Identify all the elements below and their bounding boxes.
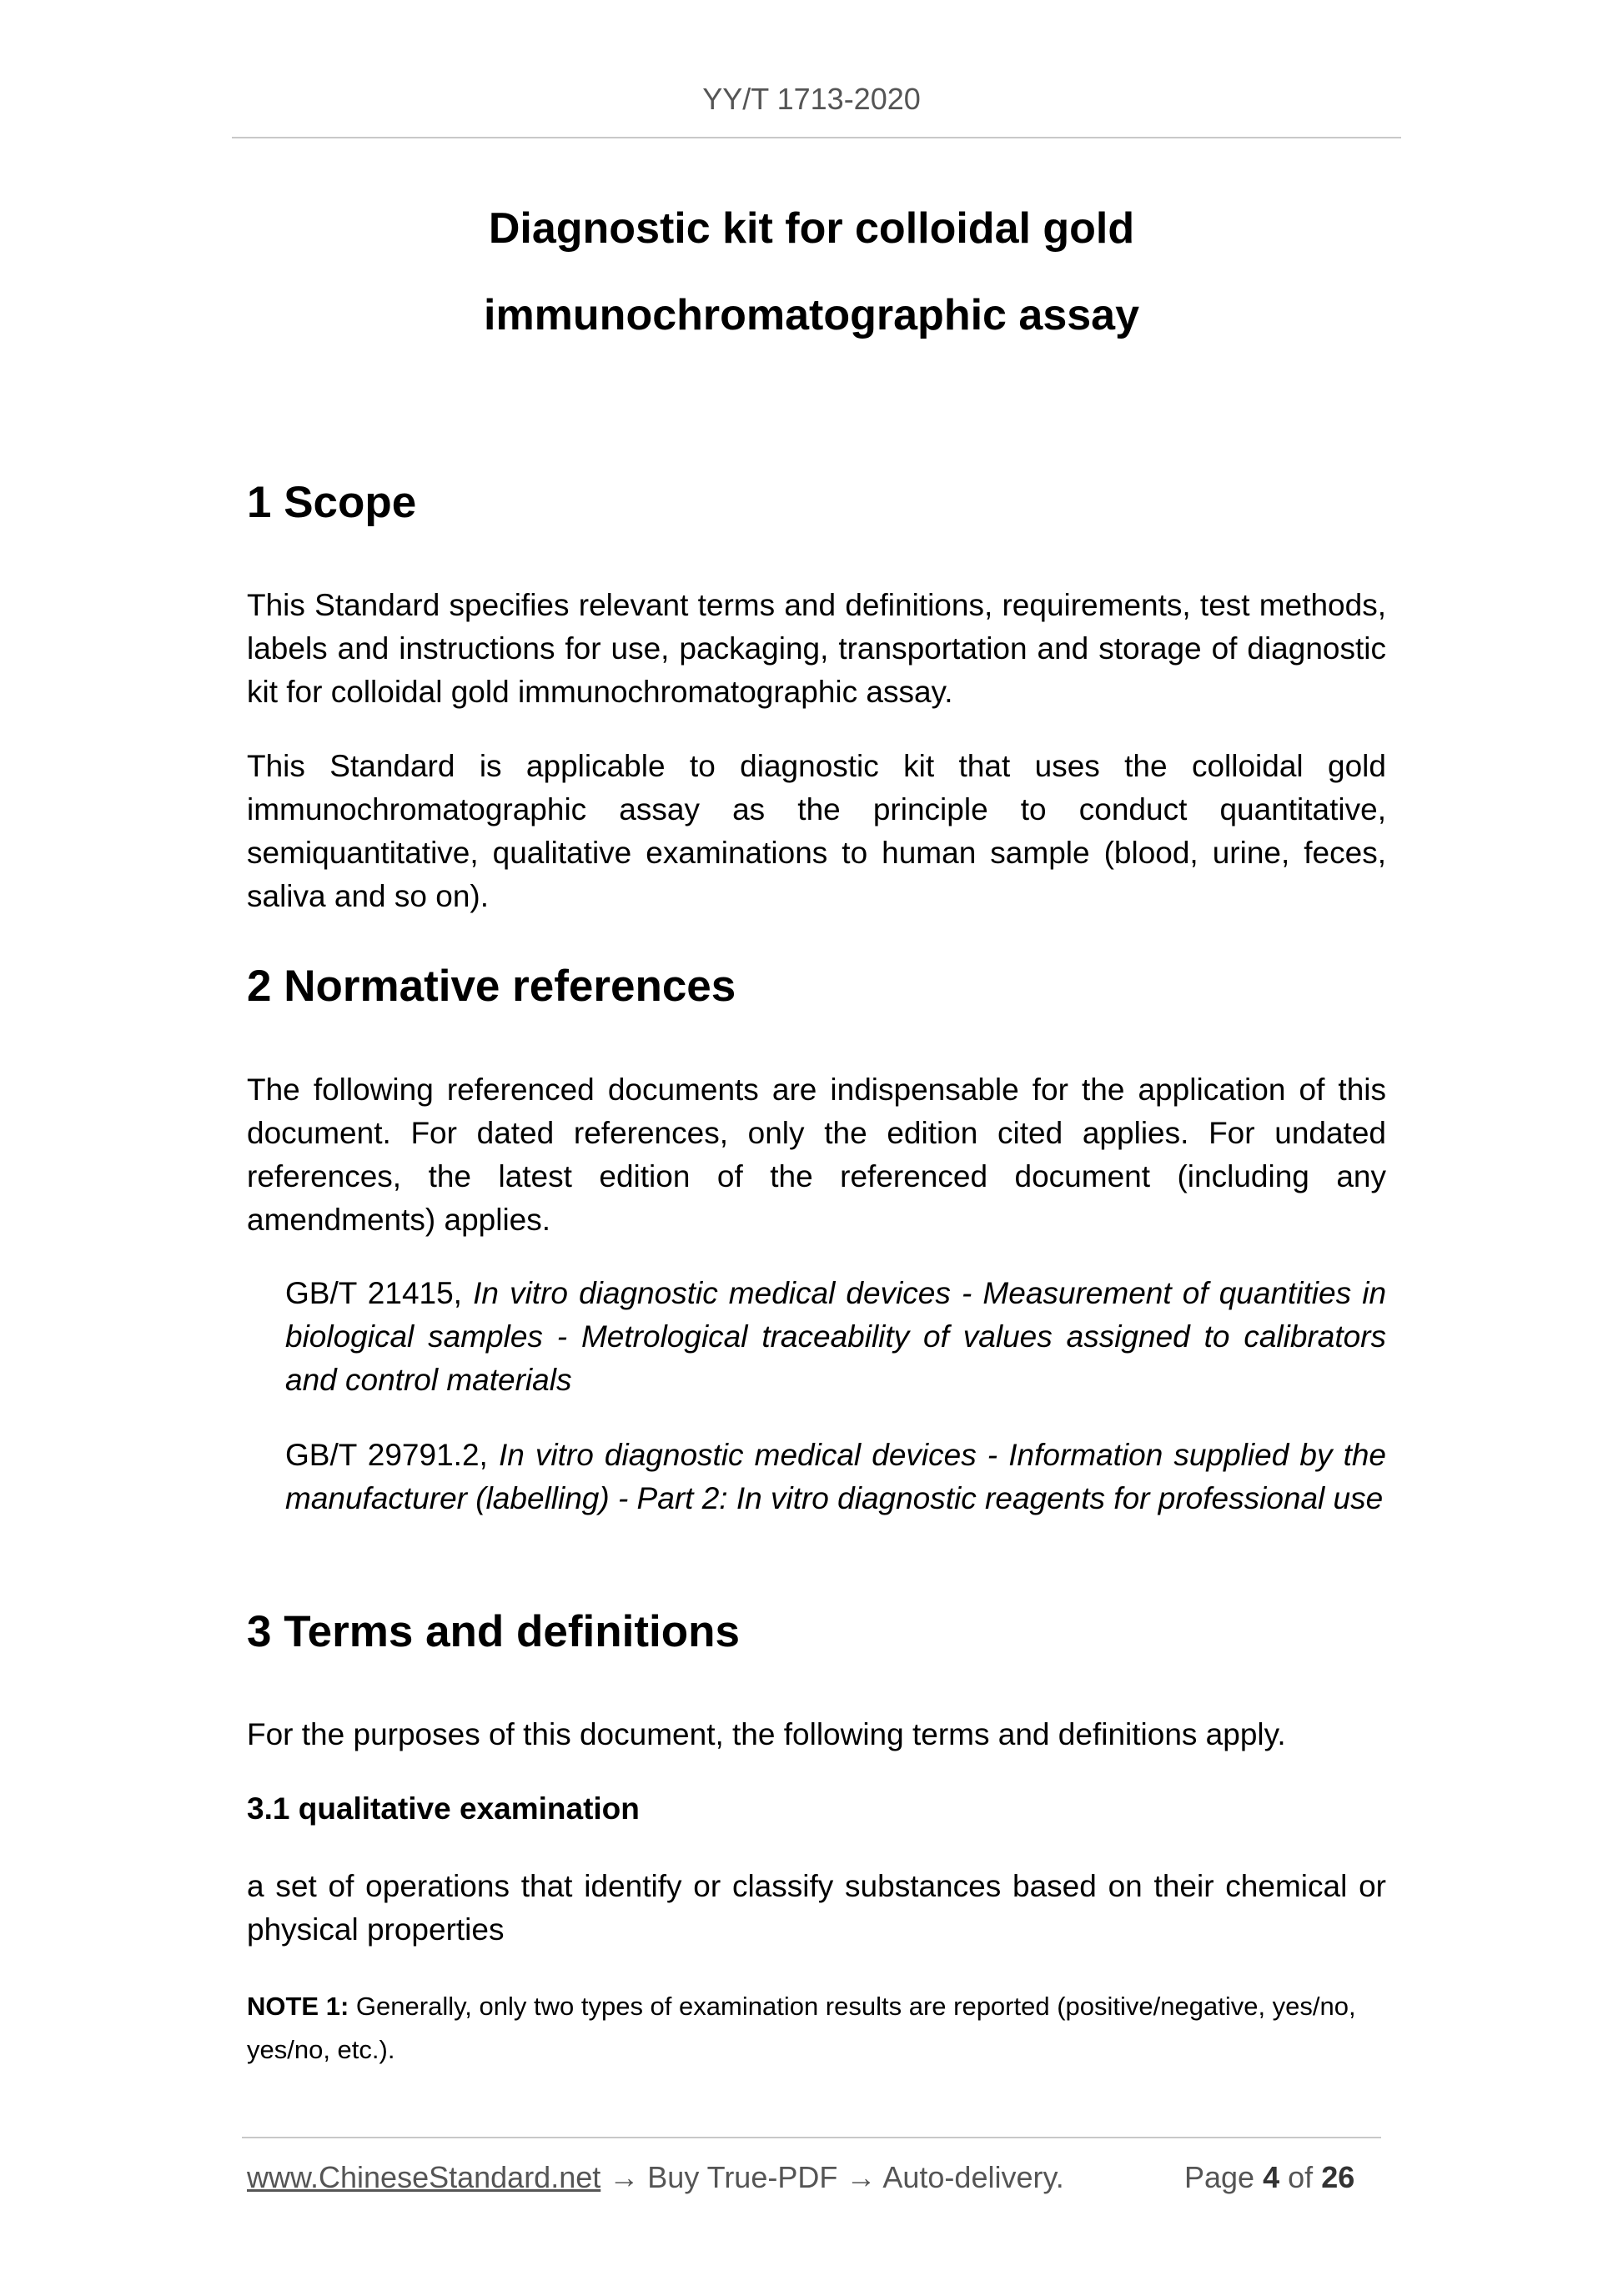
note (247, 1985, 1386, 2072)
arrow-right-icon: → (846, 2160, 877, 2194)
reference-item (285, 1272, 1386, 1402)
total-pages: 26 (1321, 2160, 1355, 2194)
header-divider (232, 137, 1401, 138)
reference-title: In vitro diagnostic medical devices - Measurement of quantities in biological samples - Metrological traceability of values assigned to calibrators and control materials (285, 1276, 1387, 1397)
auto-delivery-text: Auto-delivery. (882, 2160, 1064, 2194)
arrow-right-icon: → (609, 2160, 640, 2194)
section-1-body (247, 584, 1386, 714)
footer-promo (247, 2160, 1064, 2195)
reference-item (285, 1434, 1386, 1520)
footer-divider (242, 2137, 1381, 2138)
reference-code: GB/T 21415, (285, 1276, 462, 1310)
term-definition: a set of operations that identify or classify substances based on their chemical or physical properties (247, 1869, 1386, 1947)
page-number: Page 4 of 26 (1184, 2160, 1355, 2194)
title-line-1: Diagnostic kit for colloidal gold (488, 204, 1135, 253)
website-link[interactable]: www.ChineseStandard.net (247, 2160, 601, 2194)
reference-title: In vitro diagnostic medical devices - Information supplied by the manufacturer (labelling) - Part 2: In vitro diagnostic reagents for professional use (285, 1438, 1386, 1515)
scope-paragraph-1: This Standard specifies relevant terms and definitions, requirements, test methods, labels and instructions for use, packaging, transportation and storage of diagnostic kit for colloidal gold immunochromatographic assay. (247, 588, 1386, 709)
section-3-heading: 3 Terms and definitions (247, 1607, 740, 1656)
current-page: 4 (1263, 2160, 1280, 2194)
reference-code: GB/T 29791.2, (285, 1438, 488, 1472)
terms-intro: For the purposes of this document, the following terms and definitions apply. (247, 1717, 1286, 1751)
section-1-heading: 1 Scope (247, 478, 417, 527)
title-line-2: immunochromatographic assay (484, 291, 1139, 339)
scope-paragraph-2: This Standard is applicable to diagnostic kit that uses the colloidal gold immunochromatographic assay as the principle to conduct quantitative, semiquantitative, qualitative examinations to human sample (blood, urine, feces, saliva and so on). (247, 749, 1386, 913)
normative-intro: The following referenced documents are indispensable for the application of this document. For dated references, only the edition cited applies. For undated references, the latest edition of the referenced document (including any amendments) applies. (247, 1073, 1386, 1237)
section-2-heading: 2 Normative references (247, 962, 736, 1011)
term-heading: 3.1 qualitative examination (247, 1791, 640, 1826)
buy-true-pdf-text: Buy True-PDF (647, 2160, 838, 2194)
header-standard-code: YY/T 1713-2020 (702, 82, 921, 116)
note-text: Generally, only two types of examination results are reported (positive/negative, yes/no, yes/no, etc.). (247, 1992, 1356, 2064)
note-label: NOTE 1: (247, 1992, 349, 2021)
document-title (0, 185, 1623, 359)
